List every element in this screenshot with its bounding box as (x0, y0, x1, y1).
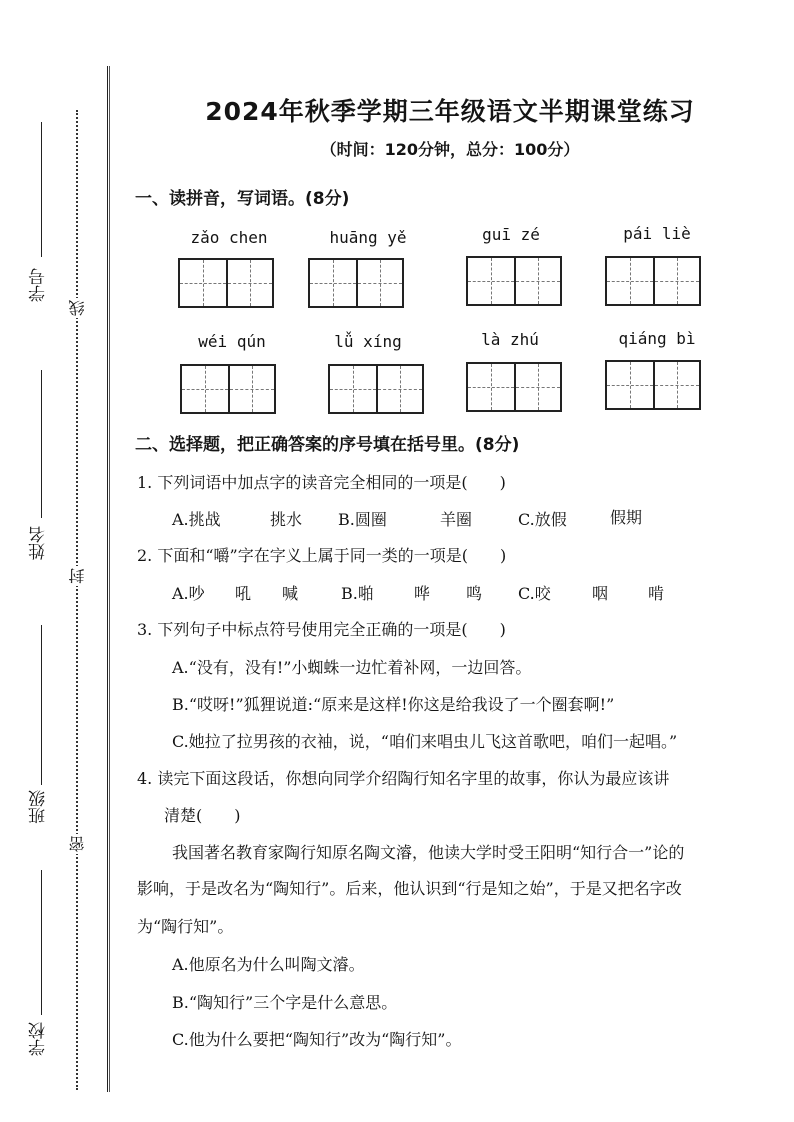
q1-option-c-word2: 假期 (610, 508, 643, 527)
pinyin-3: guī zé (482, 225, 540, 244)
q4-passage-line3: 为“陶行知”。 (137, 917, 234, 936)
q1-option-b[interactable]: B.圆圈 (338, 510, 387, 529)
q1-option-c[interactable]: C.放假 (518, 510, 567, 529)
q1-stem: 1. 下列词语中加点字的读音完全相同的一项是( ) (137, 473, 506, 492)
school-label: 学校 (29, 1022, 49, 1056)
q4-option-c[interactable]: C.他为什么要把“陶知行”改为“陶行知”。 (172, 1030, 462, 1049)
pinyin-7: là zhú (481, 330, 539, 349)
writing-grid-3[interactable] (466, 256, 562, 306)
binding-border-line (107, 66, 108, 1092)
q1-option-b-word2: 羊圈 (440, 510, 473, 529)
writing-grid-8[interactable] (605, 360, 701, 410)
pinyin-8: qiáng bì (618, 329, 696, 348)
q2-option-b-char3: 鸣 (466, 584, 483, 603)
q2-stem: 2. 下面和“嚼”字在字义上属于同一类的一项是( ) (137, 546, 507, 565)
writing-grid-5[interactable] (180, 364, 276, 414)
seal-word-seal: 封 (68, 568, 87, 584)
q3-stem: 3. 下列句子中标点符号使用完全正确的一项是( ) (137, 620, 506, 639)
q3-option-a[interactable]: A.“没有，没有!”小蜘蛛一边忙着补网，一边回答。 (172, 658, 532, 677)
name-label: 姓名 (29, 526, 49, 560)
q4-passage-line2: 影响，于是改名为“陶知行”。后来，他认识到“行是知之始”，于是又把名字改 (137, 879, 682, 898)
writing-grid-1[interactable] (178, 258, 274, 308)
exam-info: （时间：120分钟，总分：100分） (320, 140, 580, 159)
student-number-blank[interactable] (41, 122, 42, 257)
q3-option-c[interactable]: C.她拉了拉男孩的衣袖，说，“咱们来唱虫儿飞这首歌吧，咱们一起唱。” (172, 732, 678, 751)
q2-option-b[interactable]: B.啪 (341, 584, 374, 603)
class-blank[interactable] (41, 625, 42, 785)
section2-heading: 二、选择题，把正确答案的序号填在括号里。(8分) (135, 435, 520, 455)
q2-option-a[interactable]: A.吵 (172, 584, 205, 603)
pinyin-5: wéi qún (198, 332, 266, 351)
binding-border-line-inner (109, 66, 110, 1092)
writing-grid-7[interactable] (466, 362, 562, 412)
q2-option-c-char3: 啃 (648, 584, 665, 603)
q2-option-a-char2: 吼 (235, 584, 252, 603)
writing-grid-2[interactable] (308, 258, 404, 308)
q2-option-c[interactable]: C.咬 (518, 584, 551, 603)
writing-grid-4[interactable] (605, 256, 701, 306)
q4-option-b[interactable]: B.“陶知行”三个字是什么意思。 (172, 993, 398, 1012)
pinyin-2: huāng yě (329, 228, 407, 247)
q2-option-b-char2: 哗 (414, 584, 431, 603)
pinyin-6: lǚ xíng (334, 332, 402, 351)
q1-option-a[interactable]: A.挑战 (172, 510, 221, 529)
q4-stem-line2: 清楚( ) (164, 806, 241, 825)
q3-option-b[interactable]: B.“哎呀!”狐狸说道:“原来是这样!你这是给我设了一个圈套啊!” (172, 695, 615, 714)
writing-grid-6[interactable] (328, 364, 424, 414)
q2-option-c-char2: 咽 (592, 584, 609, 603)
q4-option-a[interactable]: A.他原名为什么叫陶文濬。 (172, 955, 365, 974)
pinyin-1: zǎo chen (190, 228, 268, 247)
section1-heading: 一、读拼音，写词语。(8分) (135, 189, 350, 209)
class-label: 班级 (29, 790, 49, 824)
seal-dotted-line (76, 110, 78, 1090)
seal-word-secret: 密 (68, 836, 87, 852)
student-number-label: 学号 (29, 268, 49, 302)
page-title: 2024年秋季学期三年级语文半期课堂练习 (205, 97, 695, 126)
q2-option-a-char3: 喊 (282, 584, 299, 603)
seal-word-line: 线 (68, 300, 87, 316)
name-blank[interactable] (41, 370, 42, 518)
school-blank[interactable] (41, 870, 42, 1015)
q4-passage-line1: 我国著名教育家陶行知原名陶文濬，他读大学时受王阳明“知行合一”论的 (172, 843, 685, 862)
q1-option-a-word2: 挑水 (270, 510, 303, 529)
pinyin-4: pái liè (623, 224, 691, 243)
q4-stem-line1: 4. 读完下面这段话，你想向同学介绍陶行知名字里的故事，你认为最应该讲 (137, 769, 670, 788)
